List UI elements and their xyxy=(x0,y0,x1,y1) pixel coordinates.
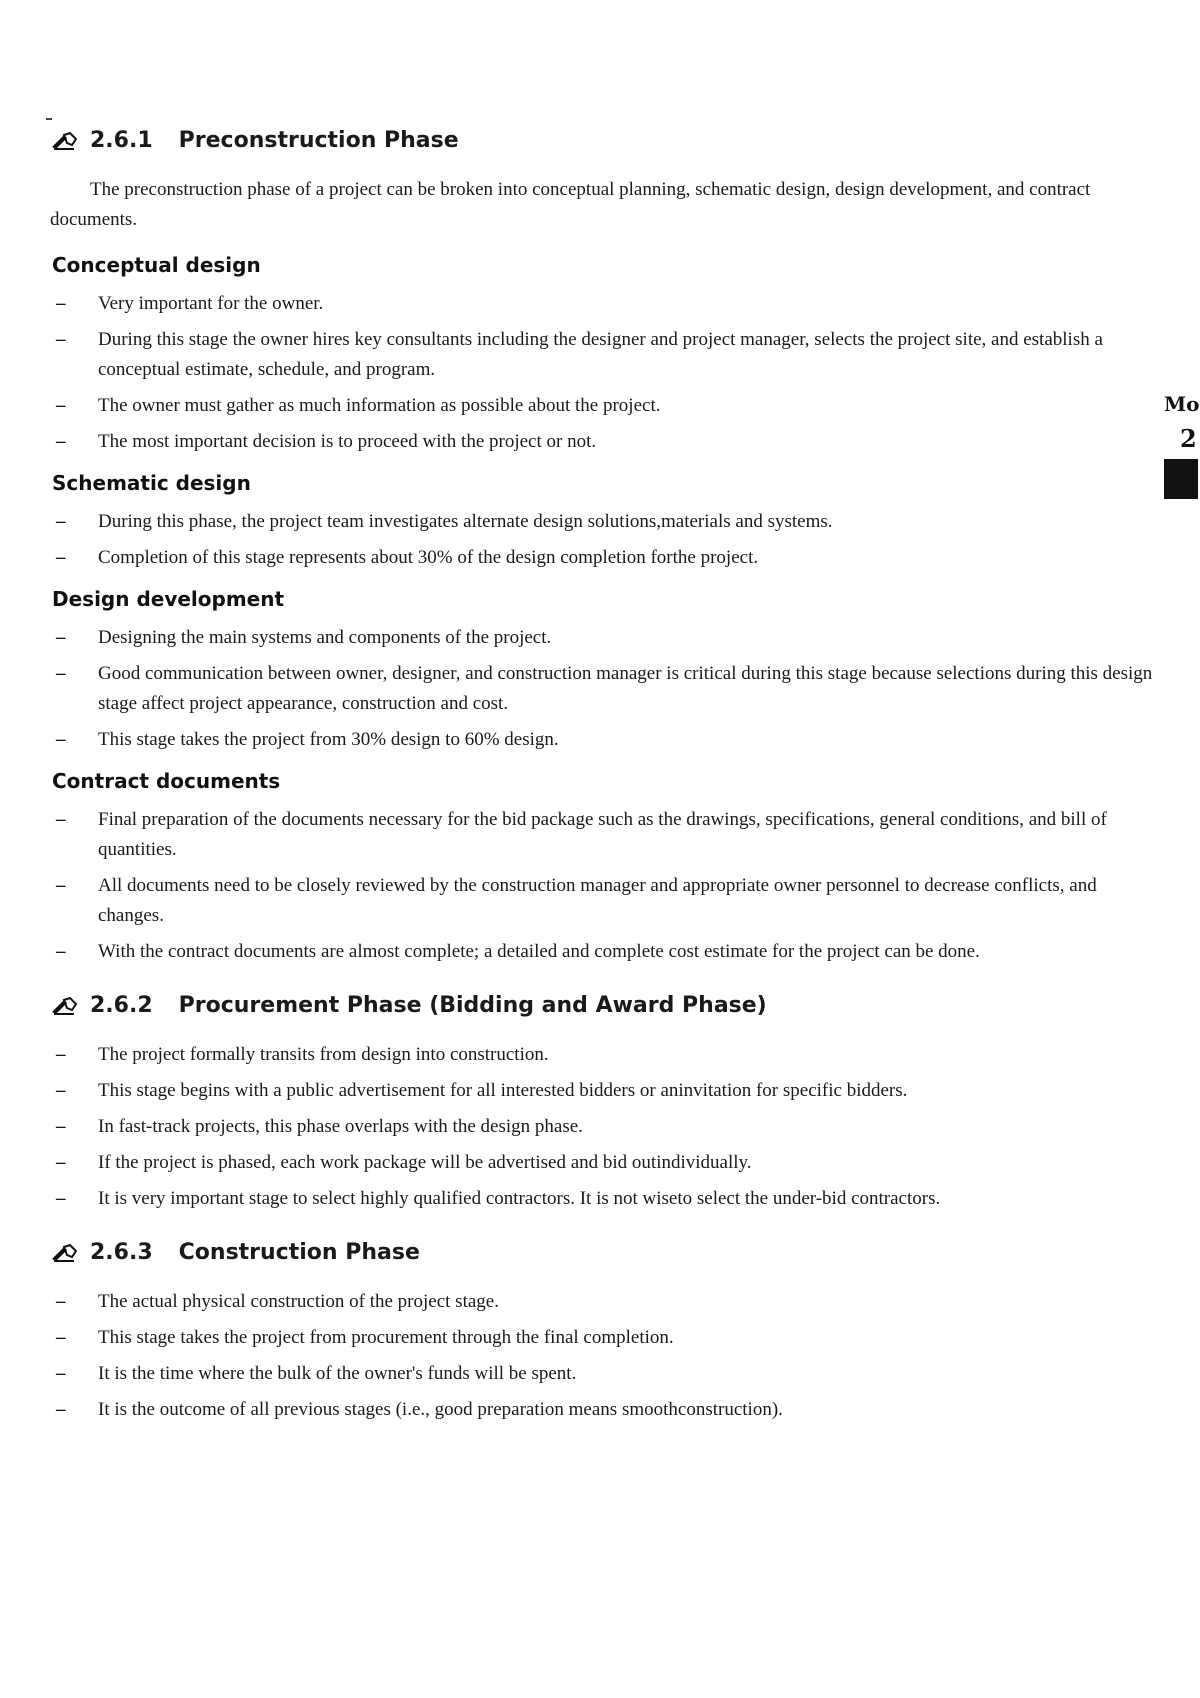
list-item-text: During this stage the owner hires key consultants including the designer and project manager, selects the project site, and establish a conceptual estimate, schedule, and program. xyxy=(98,329,1103,380)
dash-bullet: – xyxy=(56,1188,66,1209)
list-item-text: This stage takes the project from 30% design to 60% design. xyxy=(98,729,559,750)
list-item xyxy=(50,871,1170,931)
section-number: 2.6.2 xyxy=(90,993,153,1018)
dash-bullet: – xyxy=(56,1152,66,1173)
list-item xyxy=(50,543,1170,573)
list-item-text: If the project is phased, each work package will be advertised and bid outindividually. xyxy=(98,1152,752,1173)
list-item xyxy=(50,1184,1170,1214)
section-title: Preconstruction Phase xyxy=(178,128,459,153)
list-item-text: This stage takes the project from procurement through the final completion. xyxy=(98,1327,674,1348)
list-item-text: It is very important stage to select highly qualified contractors. It is not wiseto select the under-bid contractors. xyxy=(98,1188,941,1209)
list-item xyxy=(50,805,1170,865)
list-item xyxy=(50,1112,1170,1142)
section-title: Construction Phase xyxy=(178,1240,420,1265)
side-tab-number: 2 xyxy=(1180,424,1197,453)
bullet-list xyxy=(50,805,1170,967)
dash-bullet: – xyxy=(56,1327,66,1348)
dash-bullet: – xyxy=(56,729,66,750)
list-item-text: The project formally transits from design into construction. xyxy=(98,1044,549,1065)
list-item-text: It is the outcome of all previous stages (i.e., good preparation means smoothconstruction). xyxy=(98,1399,783,1420)
section-intro: The preconstruction phase of a project can be broken into conceptual planning, schematic design, design development, and contract documents. xyxy=(50,179,1091,230)
dash-bullet: – xyxy=(56,663,66,684)
list-item xyxy=(50,1287,1170,1317)
subsection-heading: Conceptual design xyxy=(52,253,261,277)
dash-bullet: – xyxy=(56,329,66,350)
subsection-heading: Contract documents xyxy=(52,769,281,793)
list-item xyxy=(50,289,1170,319)
bullet-list xyxy=(50,623,1170,755)
list-item-text: It is the time where the bulk of the owner's funds will be spent. xyxy=(98,1363,577,1384)
dash-bullet: – xyxy=(56,1399,66,1420)
list-item xyxy=(50,1359,1170,1389)
bullet-list xyxy=(50,507,1170,573)
section-number: 2.6.1 xyxy=(90,128,153,153)
list-item-text: The owner must gather as much information as possible about the project. xyxy=(98,395,661,416)
dash-bullet: – xyxy=(56,1116,66,1137)
section-title: Procurement Phase (Bidding and Award Phase) xyxy=(178,993,767,1018)
list-item-text: This stage begins with a public advertisement for all interested bidders or aninvitation for specific bidders. xyxy=(98,1080,908,1101)
dash-bullet: – xyxy=(56,431,66,452)
list-item-text: Completion of this stage represents about 30% of the design completion forthe project. xyxy=(98,547,759,568)
list-item-text: All documents need to be closely reviewed by the construction manager and appropriate owner personnel to decrease conflicts, and changes. xyxy=(98,875,1097,926)
dash-bullet: – xyxy=(56,293,66,314)
dash-bullet: – xyxy=(56,1080,66,1101)
list-item-text: With the contract documents are almost complete; a detailed and complete cost estimate for the project can be done. xyxy=(98,941,980,962)
dash-bullet: – xyxy=(56,941,66,962)
list-item-text: In fast-track projects, this phase overlaps with the design phase. xyxy=(98,1116,583,1137)
subsection-heading: Design development xyxy=(52,587,285,611)
dash-bullet: – xyxy=(56,875,66,896)
list-item xyxy=(50,325,1170,385)
dash-bullet: – xyxy=(56,1291,66,1312)
list-item-text: Very important for the owner. xyxy=(98,293,324,314)
dash-bullet: – xyxy=(56,809,66,830)
bullet-list xyxy=(50,1287,1170,1425)
dash-bullet: – xyxy=(56,1044,66,1065)
side-tab-text: Mo xyxy=(1164,392,1200,416)
list-item xyxy=(50,427,1170,457)
section-heading xyxy=(50,128,1170,153)
list-item xyxy=(50,659,1170,719)
section-heading xyxy=(50,993,1170,1018)
dash-bullet: – xyxy=(56,1363,66,1384)
list-item-text: Good communication between owner, designer, and construction manager is critical during this stage because selections during this design stage affect project appearance, construction and cost. xyxy=(98,663,1153,714)
dash-bullet: – xyxy=(56,547,66,568)
list-item xyxy=(50,1076,1170,1106)
list-item xyxy=(50,623,1170,653)
list-item-text: The most important decision is to proceed with the project or not. xyxy=(98,431,597,452)
list-item-text: The actual physical construction of the project stage. xyxy=(98,1291,499,1312)
section-heading xyxy=(50,1240,1170,1265)
bullet-list xyxy=(50,1040,1170,1214)
list-item-text: During this phase, the project team investigates alternate design solutions,materials and systems. xyxy=(98,511,833,532)
list-item xyxy=(50,937,1170,967)
subsection-heading: Schematic design xyxy=(52,471,251,495)
list-item xyxy=(50,1395,1170,1425)
dash-bullet: – xyxy=(56,627,66,648)
page-mark xyxy=(46,118,52,120)
list-item xyxy=(50,391,1170,421)
section-number: 2.6.3 xyxy=(90,1240,153,1265)
list-item-text: Designing the main systems and components of the project. xyxy=(98,627,552,648)
list-item-text: Final preparation of the documents necessary for the bid package such as the drawings, specifications, general conditions, and bill of quantities. xyxy=(98,809,1107,860)
list-item xyxy=(50,1148,1170,1178)
writing-hand-icon xyxy=(50,1243,78,1263)
content xyxy=(50,128,1170,1433)
bullet-list xyxy=(50,289,1170,457)
list-item xyxy=(50,1040,1170,1070)
list-item xyxy=(50,1323,1170,1353)
writing-hand-icon xyxy=(50,996,78,1016)
dash-bullet: – xyxy=(56,395,66,416)
list-item xyxy=(50,725,1170,755)
list-item xyxy=(50,507,1170,537)
dash-bullet: – xyxy=(56,511,66,532)
writing-hand-icon xyxy=(50,131,78,151)
